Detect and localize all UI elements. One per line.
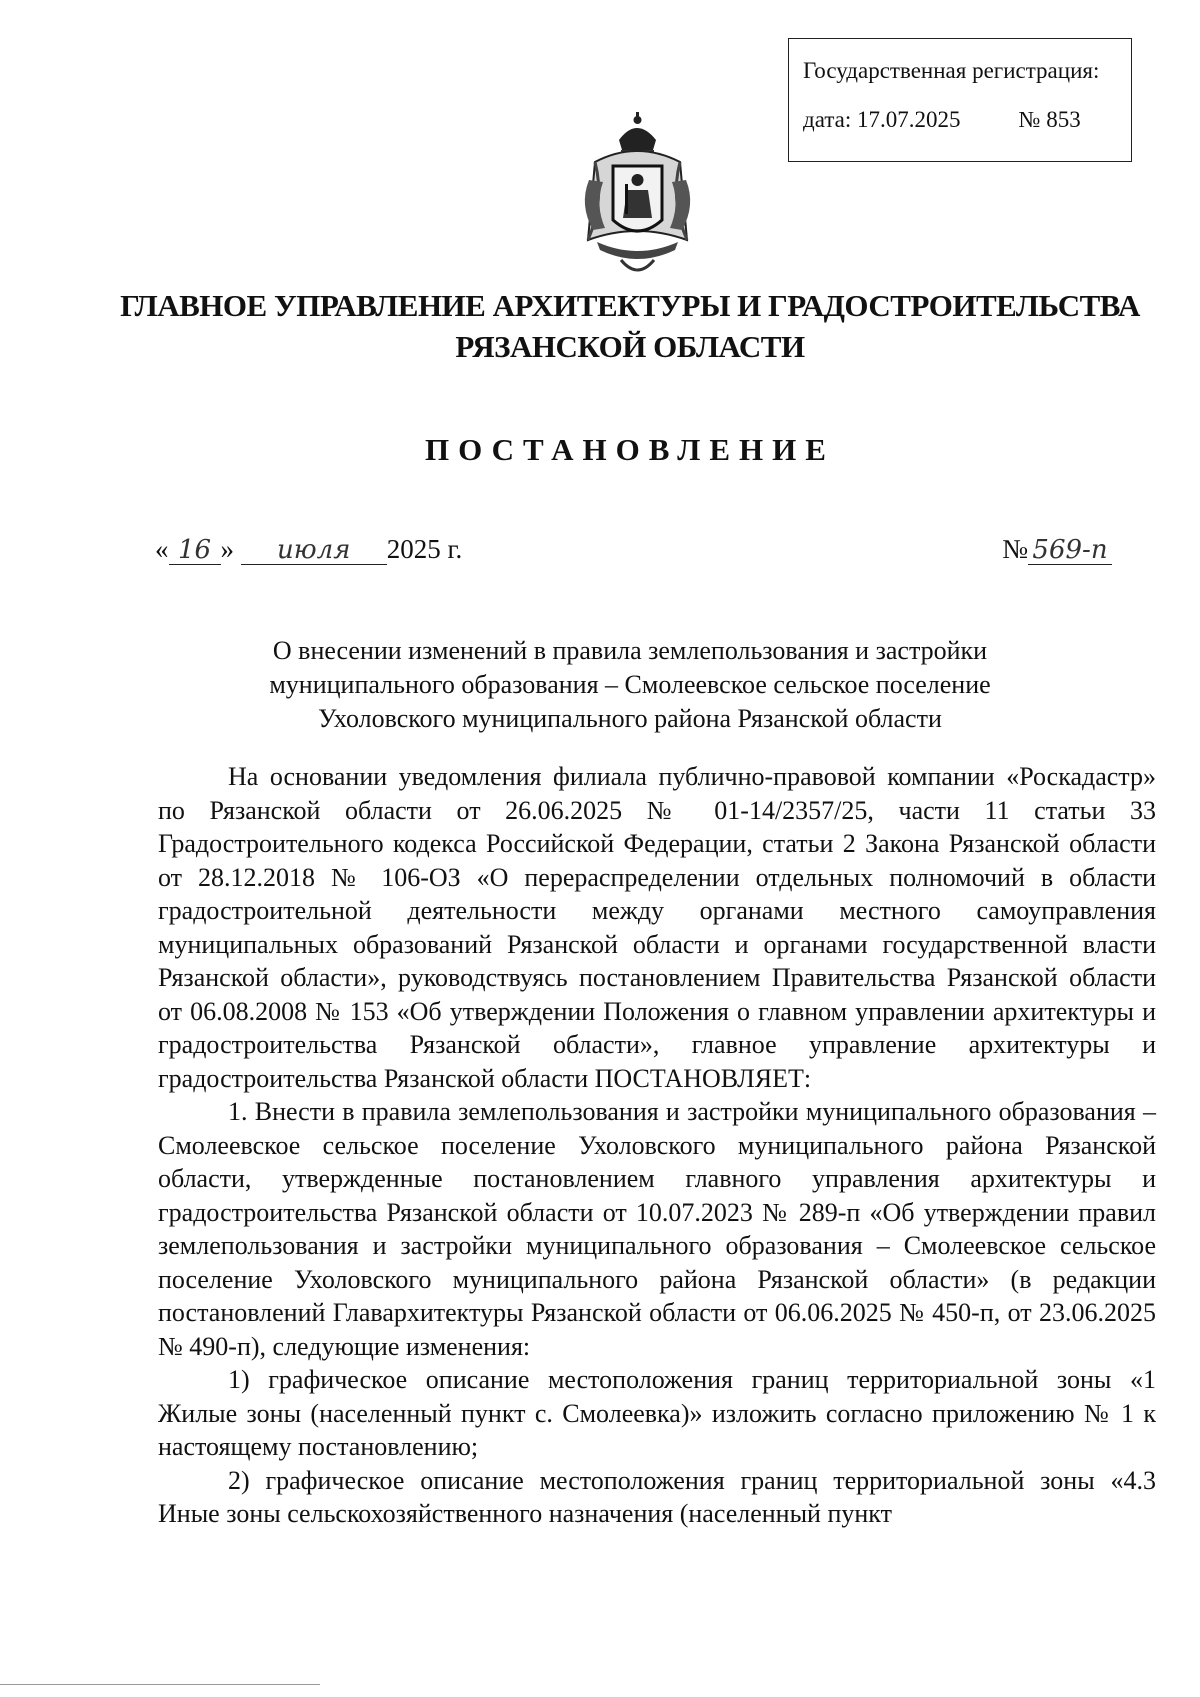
date-year: 2025 г. <box>386 534 463 564</box>
paragraph-subitem-2: 2) графическое описание местоположения границ территориальной зоны «4.3 Иные зоны сельскохозяйственного назначения (населенный пункт <box>158 1465 1156 1528</box>
decree-number-prefix: № <box>1002 534 1028 564</box>
agency-name-line2: РЯЗАНСКОЙ ОБЛАСТИ <box>455 329 805 364</box>
decree-date <box>155 534 462 565</box>
document-body <box>158 760 1156 1531</box>
title-line3: Ухоловского муниципального района Рязанской области <box>318 704 942 733</box>
document-title <box>120 634 1140 736</box>
document-type: ПОСТАНОВЛЕНИЕ <box>425 432 835 467</box>
title-line1: О внесении изменений в правила землепользования и застройки <box>272 636 988 665</box>
decree-number-handwritten: 569-п <box>1028 536 1112 565</box>
bottom-rule <box>0 1684 320 1685</box>
agency-name-line1: ГЛАВНОЕ УПРАВЛЕНИЕ АРХИТЕКТУРЫ И ГРАДОСТРОИТЕЛЬСТВА <box>120 288 1140 323</box>
registration-title: Государственная регистрация: <box>803 58 1100 83</box>
date-month-handwritten: июля <box>241 536 387 565</box>
title-line2: муниципального образования – Смолеевское сельское поселение <box>269 670 991 699</box>
registration-stamp <box>788 38 1132 162</box>
registration-details <box>803 108 1131 131</box>
decree-number <box>1002 534 1112 565</box>
registration-date: дата: 17.07.2025 <box>803 107 961 132</box>
agency-name <box>100 285 1160 367</box>
date-open-quote: « <box>155 534 169 564</box>
date-day-handwritten: 16 <box>169 536 221 565</box>
date-close-quote: » <box>220 534 234 564</box>
registration-number: № 853 <box>1018 107 1081 132</box>
paragraph-subitem-1: 1) графическое описание местоположения границ территориальной зоны «1 Жилые зоны (населенный пункт с. Смолеевка)» изложить согласно приложению № 1 к настоящему постановлению; <box>158 1365 1156 1461</box>
paragraph-preamble: На основании уведомления филиала публично-правовой компании «Роскадастр» по Рязанской области от 26.06.2025 № 01-14/2357/25, части 11 статьи 33 Градостроительного кодекса Российской Федерации, статьи 2 Закона Рязанской области от 28.12.2018 № 106-ОЗ «О перераспределении отдельных полномочий в области градостроительной деятельности между органами местного самоуправления муниципальных образований Рязанской области и органами государственной власти Рязанской области», руководствуясь постановлением Правительства Рязанской области от 06.08.2008 № 153 «Об утверждении Положения о главном управлении архитектуры и градостроительства Рязанской области», главное управление архитектуры и градостроительства Рязанской области ПОСТАНОВЛЯЕТ: <box>158 762 1156 1093</box>
coat-of-arms-icon <box>575 110 700 280</box>
paragraph-item-1: 1. Внести в правила землепользования и застройки муниципального образования – Смолеевское сельское поселение Ухоловского муниципального района Рязанской области, утвержденные постановлением главного управления архитектуры и градостроительства Рязанской области от 10.07.2023 № 289-п «Об утверждении правил землепользования и застройки муниципального образования – Смолеевское сельское поселение Ухоловского муниципального района Рязанской области» (в редакции постановлений Главархитектуры Рязанской области от 06.06.2025 № 450-п, от 23.06.2025 № 490-п), следующие изменения: <box>158 1097 1156 1361</box>
